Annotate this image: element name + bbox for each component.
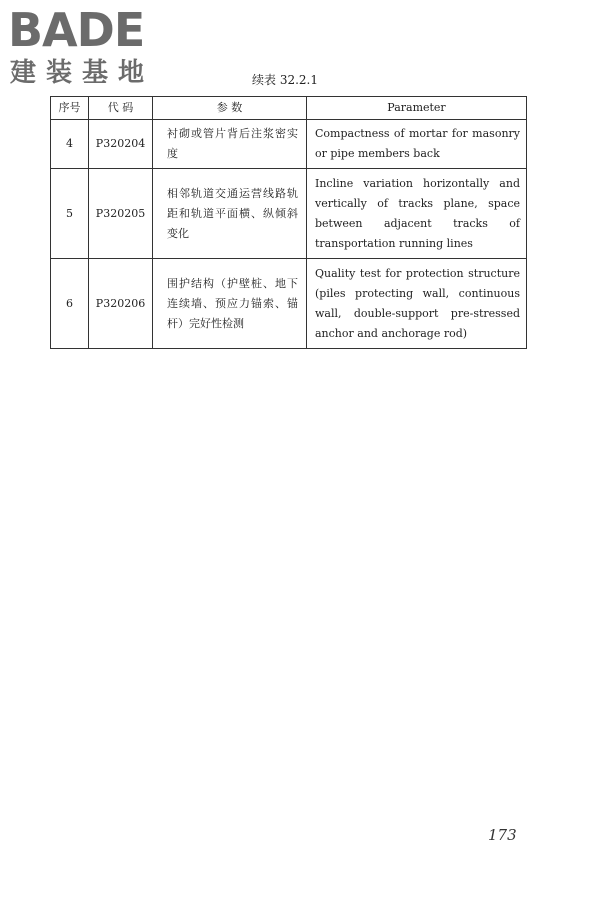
table-header-row: [51, 97, 527, 120]
row-number: 5: [51, 169, 89, 259]
row-number: 4: [51, 120, 89, 169]
header-no: 序号: [51, 97, 89, 120]
row-param-cn: 围护结构（护壁桩、地下连续墙、预应力锚索、锚杆）完好性检测: [153, 259, 307, 349]
row-param-cn: 相邻轨道交通运营线路轨距和轨道平面横、纵倾斜变化: [153, 169, 307, 259]
parameter-table: [50, 96, 527, 349]
row-code: P320206: [89, 259, 153, 349]
row-code: P320204: [89, 120, 153, 169]
header-code: 代 码: [89, 97, 153, 120]
header-param-cn: 参 数: [153, 97, 307, 120]
row-code: P320205: [89, 169, 153, 259]
page-number: 173: [488, 826, 517, 844]
row-param-en: Compactness of mortar for masonry or pipe members back: [307, 120, 527, 169]
table-row: [51, 259, 527, 349]
table-row: [51, 120, 527, 169]
header-param-en: Parameter: [307, 97, 527, 120]
logo-wordmark: BADE: [8, 3, 145, 57]
row-param-cn: 衬砌或管片背后注浆密实度: [153, 120, 307, 169]
row-number: 6: [51, 259, 89, 349]
row-param-en: Quality test for protection structure (piles protecting wall, continuous wall, double-support pre-stressed anchor and anchorage rod): [307, 259, 527, 349]
logo-chinese-name: 建装基地: [10, 58, 155, 88]
table-caption: 续表 32.2.1: [252, 73, 318, 87]
table-row: [51, 169, 527, 259]
row-param-en: Incline variation horizontally and vertically of tracks plane, space between adjacent tracks of transportation running lines: [307, 169, 527, 259]
